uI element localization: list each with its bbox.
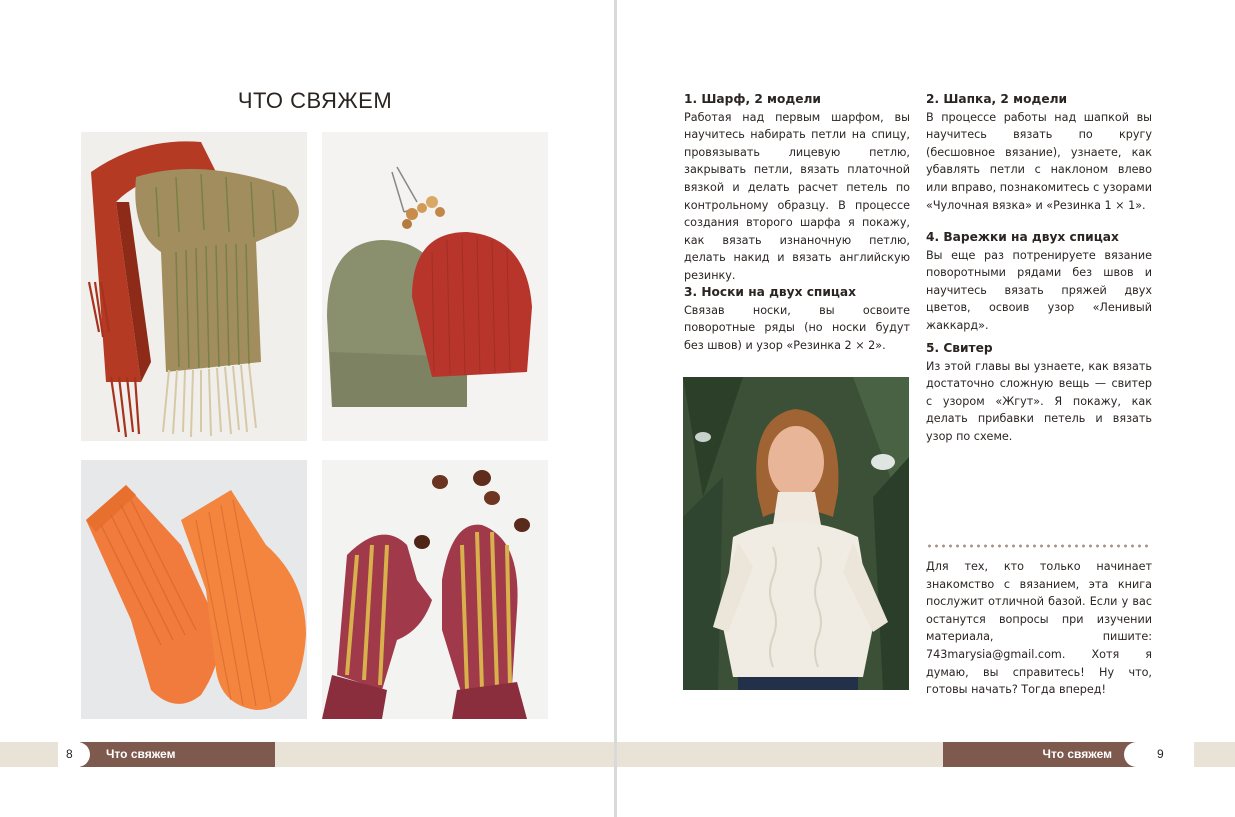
author-sweater-photo xyxy=(683,377,909,690)
section-title: 2. Шапка, 2 модели xyxy=(926,92,1068,106)
left-page-number-pill xyxy=(58,742,90,767)
page-heading: ЧТО СВЯЖЕМ xyxy=(237,88,393,113)
section-title: 3. Носки на двух спицах xyxy=(684,285,856,299)
section-hat xyxy=(926,91,1152,214)
section-title: 5. Свитер xyxy=(926,341,993,355)
section-body: Вы еще раз потренируете вязание поворотными рядами без швов и научитесь вязать пряжей двух цветов, освоив узор «Ленивый жаккард». xyxy=(926,248,1152,332)
section-scarf xyxy=(684,91,910,285)
scarves-photo xyxy=(81,132,307,441)
left-page-number: 8 xyxy=(66,747,73,761)
section-title: 4. Варежки на двух спицах xyxy=(926,230,1119,244)
footer-label: Что свяжем xyxy=(106,747,176,761)
right-page-number: 9 xyxy=(1157,747,1164,761)
closing-note xyxy=(926,558,1152,699)
left-footer-tab xyxy=(80,742,275,767)
socks-photo xyxy=(81,460,307,719)
right-footer-tab xyxy=(943,742,1138,767)
section-body: Связав носки, вы освоите поворотные ряды (но носки будут без швов) и узор «Резинка 2 × 2». xyxy=(684,303,910,352)
section-body: Из этой главы вы узнаете, как вязать достаточно сложную вещь — свитер с узором «Жгут». Я покажу, как делать прибавки петель и вязать узор по схеме. xyxy=(926,359,1152,443)
hats-photo xyxy=(322,132,548,441)
closing-text: Для тех, кто только начинает знакомство с вязанием, эта книга послужит отличной базой. Если у вас останутся вопросы при изучении материала, пишите: 743marysia@gmail.com. Хотя я думаю, вы справитесь! Ну что, готовы начать? Тогда вперед! xyxy=(926,560,1152,697)
section-title: 1. Шарф, 2 модели xyxy=(684,92,821,106)
footer-label: Что свяжем xyxy=(1042,747,1112,761)
section-body: Работая над первым шарфом, вы научитесь набирать петли на спицу, провязывать лицевую петлю, закрывать петли, вязать платочной вязкой и делать расчет петель по контрольному образцу. В процессе создания второго шарфа я покажу, как вязать изнаночную петлю, делать накид и вязать английскую резинку. xyxy=(684,110,910,282)
mittens-photo xyxy=(322,460,548,719)
section-sweater xyxy=(926,340,1152,446)
section-body: В процессе работы над шапкой вы научитесь вязать по кругу (бесшовное вязание), узнаете, как убавлять петли с наклоном влево или вправо, познакомитесь с узорами «Чулочная вязка» и «Резинка 1 × 1». xyxy=(926,110,1152,212)
dotted-separator xyxy=(926,544,1152,548)
section-mittens xyxy=(926,229,1152,335)
section-socks xyxy=(684,284,910,354)
